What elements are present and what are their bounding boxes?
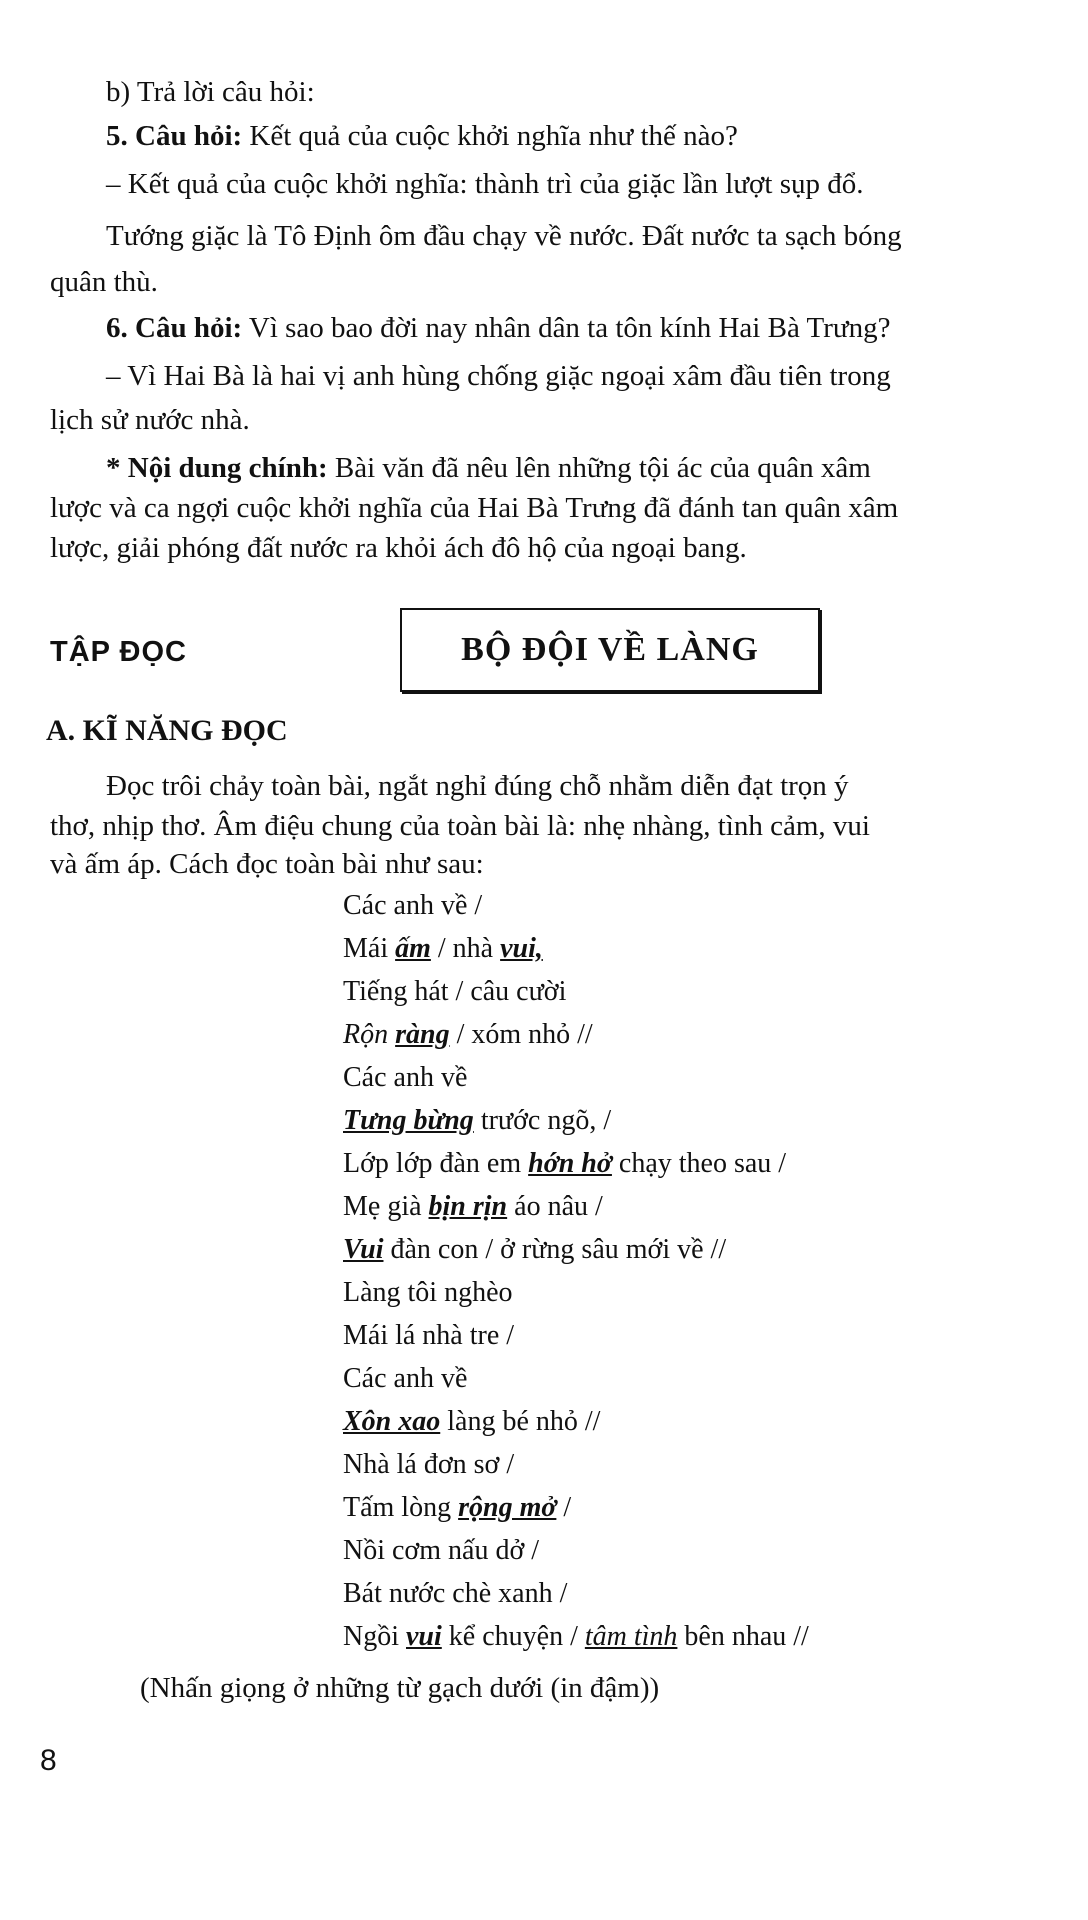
poem-line: Bát nước chè xanh /: [343, 1578, 568, 1609]
poem-line: Xôn xao làng bé nhỏ //: [343, 1406, 601, 1437]
question-5-label: 5. Câu hỏi:: [106, 120, 243, 152]
reading-skill-heading: A. KĨ NĂNG ĐỌC: [46, 714, 288, 747]
answer-5-line-1: – Kết quả của cuộc khởi nghĩa: thành trì của giặc lần lượt sụp đổ.: [106, 168, 864, 200]
poem-line: Làng tôi nghèo: [343, 1277, 513, 1308]
poem-line: Tiếng hát / câu cười: [343, 976, 567, 1007]
main-content-line-2: lược và ca ngợi cuộc khởi nghĩa của Hai Bà Trưng đã đánh tan quân xâm: [50, 492, 899, 524]
lesson-title-box: [400, 608, 820, 692]
poem-line: Các anh về: [343, 1062, 468, 1093]
section-label: TẬP ĐỌC: [50, 636, 187, 668]
poem-line: Vui đàn con / ở rừng sâu mới về //: [343, 1234, 727, 1265]
main-content-label: * Nội dung chính:: [106, 452, 328, 484]
question-5-text: Kết quả của cuộc khởi nghĩa như thế nào?: [242, 120, 738, 152]
poem-line: Lớp lớp đàn em hớn hở chạy theo sau /: [343, 1148, 787, 1179]
question-6-text: Vì sao bao đời nay nhân dân ta tôn kính Hai Bà Trưng?: [242, 312, 891, 344]
question-6: [106, 310, 890, 346]
answer-intro: b) Trả lời câu hỏi:: [106, 76, 315, 108]
lesson-title: BỘ ĐỘI VỀ LÀNG: [461, 631, 759, 668]
main-content-line-1: * Nội dung chính: Bài văn đã nêu lên những tội ác của quân xâm: [106, 452, 871, 484]
main-content-line-3: lược, giải phóng đất nước ra khỏi ách đô hộ của ngoại bang.: [50, 532, 747, 564]
poem-line: Mái ấm / nhà vui,: [343, 933, 543, 964]
poem-line: Mái lá nhà tre /: [343, 1320, 515, 1351]
reading-skill-line-1: Đọc trôi chảy toàn bài, ngắt nghỉ đúng chỗ nhằm diễn đạt trọn ý: [106, 770, 849, 802]
emphasis-note: (Nhấn giọng ở những từ gạch dưới (in đậm)): [140, 1672, 660, 1704]
poem-line: Nồi cơm nấu dở /: [343, 1535, 540, 1566]
poem-line: Nhà lá đơn sơ /: [343, 1449, 515, 1480]
poem-line: Ngồi vui kể chuyện / tâm tình bên nhau //: [343, 1621, 809, 1652]
poem-line: Mẹ già bịn rịn áo nâu /: [343, 1191, 603, 1222]
poem-line: Tưng bừng trước ngõ, /: [343, 1105, 612, 1136]
question-5: [106, 118, 738, 154]
answer-6-line-1: – Vì Hai Bà là hai vị anh hùng chống giặc ngoại xâm đầu tiên trong: [106, 360, 891, 392]
question-6-label: 6. Câu hỏi:: [106, 312, 243, 344]
answer-5-line-3: quân thù.: [50, 266, 158, 298]
answer-6-line-2: lịch sử nước nhà.: [50, 404, 250, 436]
reading-skill-line-2: thơ, nhịp thơ. Âm điệu chung của toàn bài là: nhẹ nhàng, tình cảm, vui: [50, 810, 870, 842]
poem-line: Các anh về /: [343, 890, 483, 921]
page-number: 8: [40, 1744, 57, 1777]
poem-line: Tấm lòng rộng mở /: [343, 1492, 572, 1523]
poem-line: Rộn ràng / xóm nhỏ //: [343, 1019, 593, 1050]
poem-line: Các anh về: [343, 1363, 468, 1394]
reading-skill-line-3: và ấm áp. Cách đọc toàn bài như sau:: [50, 848, 484, 880]
answer-5-line-2: Tướng giặc là Tô Định ôm đầu chạy về nước. Đất nước ta sạch bóng: [106, 220, 902, 252]
